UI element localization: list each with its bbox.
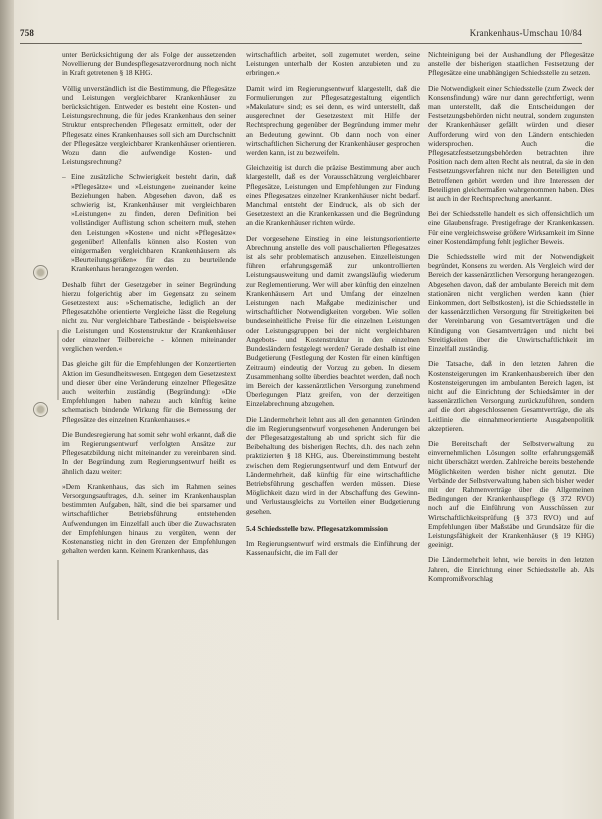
paragraph: Die Ländermehrheit lehnt aus all den genannten Gründen die im Regierungsentwurf vorgesehenen Änderungen bei der Pflegesatzgestaltung ab und spricht sich für die Beibehaltung des bisherigen Rechts, d.h. des nach zehn praktizierten § 18 KHG, aus. Übereinstimmung besteht zwischen dem Regierungsentwurf und dem Entwurf der Ländermehrheit, daß künftig für eine wirtschaftliche Betriebsführung geschaffen werden müssen. Diese Möglichkeit dazu wird in der Abschaffung des Gewinn- und Verlustausgleichs zu Vorteilen einer Budgetierung gesehen. [246, 414, 420, 516]
paragraph: wirtschaftlich arbeitet, soll zugemutet werden, seine Leistungen unterhalb der Kosten anzubieten und zu erbringen.« [246, 50, 420, 78]
paragraph: unter Berücksichtigung der als Folge der aussetzenden Novellierung der Bundespflegesatzverordnung noch nicht in Kraft getretenen § 18 KHG. [62, 50, 236, 78]
paragraph: Die Schiedsstelle wird mit der Notwendigkeit begründet, Konsens zu werden. Als Vergleich wird der Bereich der kassenärztlichen Versorgung herangezogen. Abgesehen davon, daß der ambulante Bereich mit dem stationären nicht verglichen werden kann (hier Einkommen, dort Selbstkosten), ist die Schiedsstelle in der kassenärztlichen Versorgung für Streitigkeiten bei der Vereinbarung von Gesamtverträgen und die Kündigung von Gesamtverträgen und nicht bei Streitigkeiten über die Unwirtschaftlichkeit im Einzelfall zuständig. [428, 252, 594, 354]
section-heading: 5.4 Schiedsstelle bzw. Pflegesatzkommission [246, 523, 388, 533]
bullet-item: – Eine zusätzliche Schwierigkeit besteht darin, daß »Pflegesätze« und »Leistungen« zueinander keine Beziehungen haben. Abgesehen davon, daß es schwierig ist, Krankenhäuser mit vergleichbaren »Leistungen« zu finden, deren Definition bei vollständiger Auflistung schon scheitern muß, stehen den Leistungen »Kosten« und nicht »Pflegesätze« gegenüber! Allenfalls können also Kosten von einigermaßen vergleichbaren Krankenhäusern als »Beurteilungsgrößen« für das zu beurteilende Krankenhaus herangezogen werden. [71, 172, 236, 273]
paragraph: Der vorgesehene Einstieg in eine leistungsorientierte Abrechnung anstelle des voll pauschalierten Pflegesatzes ist als sehr problematisch anzusehen. Einzelleistungen führen erfahrungsgemäß zur unkontrollierten Leistungsausweitung und damit zwangsläufig wiederum zur Reglementierung. Wer will aber künftig den einzelnen Krankenhäusern Art und Umfang der einzelnen Leistungen nach Maßgabe medizinischer und wirtschaftlicher Notwendigkeiten vorgeben. Wie sollen bundeseinheitliche Preise für die einzelnen Leistungen oder Leistungsgruppen bei der nicht vergleichbaren Angebots- und Kostenstruktur in den einzelnen Bundesländern festgelegt werden? Gerade deshalb ist eine Budgetierung (Festlegung der Kosten für einen künftigen Zeitraum) eindeutig der Vorzug zu geben. In diesem Zusammenhang sollte überdies beachtet werden, daß noch im Bereich der kassenärztlichen Versorgung zunehmend Überlegungen Platz greifen, von der derzeitigen Einzelabrechnung abzugehen. [246, 233, 420, 409]
paragraph: Deshalb führt der Gesetzgeber in seiner Begründung hierzu folgerichtig aber im Gegensatz zu seinem Gesetzestext aus: »Schematische, lediglich an der Pflegesatzhöhe orientierte Vergleiche lässt die Regelung nicht zu. Nur vergleichbare Tatbestände - beispielsweise die Leistungen und Kostenstruktur der Krankenhäuser oder einzelner Teilbereiche - können miteinander verglichen werden.« [62, 279, 236, 354]
paragraph: Damit wird im Regierungsentwurf klargestellt, daß die Formulierungen zur Pflegesatzgestaltung eigentlich »Makulatur« sind; es sei denn, es wird unterstellt, daß ausgerechnet der Gesetzestext mit Hilfe der Rechtsprechung gegenüber der Begründung immer mehr an Bedeutung gewinnt. Ob dann noch von einer wirtschaftlichen Sicherung der Krankenhäuser gesprochen werden kann, ist zu bezweifeln. [246, 83, 420, 158]
paragraph: Nichteinigung bei der Aushandlung der Pflegesätze anstelle der bisherigen staatlichen Festsetzung der Pflegesätze eine unabhängigen Schiedsstelle zu setzen. [428, 50, 594, 78]
margin-pencil-line [57, 330, 59, 400]
paragraph: Die Bereitschaft der Selbstverwaltung zu einvernehmlichen Lösungen sollte erfahrungsgemäß nicht überschätzt werden. Zahlreiche bereits bestehende Möglichkeiten werden bisher nicht genutzt. Die Verbände der Selbstverwaltung haben sich bisher weder mit der Rahmenverträge über die Allgemeinen Bedingungen der Krankenhauspflege (§ 372 RVO) noch auf die Einführung von Ausschüssen zur Wirtschaftlichkeitsprüfung (§ 373 RVO) und auf Empfehlungen über Maßstäbe und Grundsätze für die Leistungsfähigkeit der Krankenhäuser (§ 19 KHG) geeinigt. [428, 438, 594, 550]
text-column-3 [428, 50, 594, 810]
paragraph: Die Bundesregierung hat somit sehr wohl erkannt, daß die im Regierungsentwurf verfolgten Ansätze zur Pflegesatzbildung nicht miteinander zu vereinbaren sind. In der Begründung zum Regierungsentwurf heißt es ähnlich dazu weiter: [62, 429, 236, 476]
paragraph: Die Tatsache, daß in den letzten Jahren die Kostensteigerungen im Krankenhausbereich über den Kostensteigerungen im ambulanten Bereich lagen, ist nicht auf die Einrichtung der Schiedsämter in der kassenärztlichen Versorgung zurückzuführen, sondern auf die dort abgeschlossenen Gesamtverträge, die als Leitlinie die einnahmeorientierte Ausgabenpolitik akzeptieren. [428, 359, 594, 433]
margin-stamp-mark [33, 265, 48, 280]
paragraph: Gleichzeitig ist durch die präzise Bestimmung aber auch klargestellt, daß es der Vorausschätzung vergleichbarer Pflegesätze, Leistungen und Empfehlungen zur Findung eines Pflegesatzes einzelner Krankenhäuser nicht bedarf. Manchmal entsteht der Eindruck, als ob sich der Gesetzestext an die Krankenkassen und die Begründung an die Krankenhäuser richten würde. [246, 163, 420, 228]
page-number: 758 [20, 28, 35, 38]
bullet-list [62, 172, 236, 273]
header-rule [20, 43, 582, 44]
margin-pencil-line [57, 560, 59, 620]
margin-stamp-mark [33, 402, 48, 417]
text-column-2 [246, 50, 420, 810]
paragraph: Völlig unverständlich ist die Bestimmung, die Pflegesätze und Leistungen vergleichbarer Krankenhäuser zu berücksichtigen. Entweder es besteht eine Kosten- und Leistungsrechnung, die für jedes Krankenhaus den seiner Struktur entsprechenden Pflegesatz ermittelt, oder der Pflegesatz eines Krankenhauses soll sich am Durchschnitt der Pflegesätze vergleichbarer Krankenhäuser orientieren. Wozu dann die aufwendige Kosten- und Leistungsrechnung? [62, 83, 236, 167]
page-header [20, 28, 582, 42]
paragraph: Die Ländermehrheit lehnt, wie bereits in den letzten Jahren, die Einrichtung einer Schiedsstelle ab. Als Kompromißvorschlag [428, 555, 594, 583]
paragraph: Die Notwendigkeit einer Schiedsstelle (zum Zweck der Konsensfindung) wäre nur dann gerechtfertigt, wenn man unterstellt, daß die Entscheidungen der Festsetzungsbehörden nicht neutral, sondern zugunsten der Krankenhäuser gefällt würden und dieser Aufforderung wird von den Ländern entschieden widersprochen. Auch die Pflegesatzfestsetzungsbehörden betrachten ihre Position nach dem alten Recht als neutral, da sie in den Festsetzungsverfahren nicht nur den Beteiligten und Betroffenen gehört werden und ihre Interessen der Beteiligten gleichermaßen wahrgenommen haben. Dies ist auch in der Rechtsprechung anerkannt. [428, 83, 594, 204]
paragraph: Das gleiche gilt für die Empfehlungen der Konzertierten Aktion im Gesundheitswesen. Entgegen dem Gesetzestext und dieser über eine Veränderung einzelner Pflegesätze auch weiterhin zuständig (Begründung): »Die Empfehlungen haben nahezu auch künftig keine schematisch bindende Wirkung für die Bemessung der Pflegesätze des einzelnen Krankenhauses.« [62, 359, 236, 424]
paragraph: Bei der Schiedsstelle handelt es sich offensichtlich um eine Glaubensfrage. Prestigefrage der Krankenkassen. Für eine vergleichsweise größere Wirksamkeit im Sinne einer Kostendämpfung fehlt jeglicher Beweis. [428, 209, 594, 246]
text-column-1 [62, 50, 236, 810]
paragraph: »Dem Krankenhaus, das sich im Rahmen seines Versorgungsauftrages, d.h. seiner im Krankenhausplan bestimmten Aufgaben, hält, sind die bei sparsamer und wirtschaftlicher Betriebsführung entstehenden Aufwendungen im Einzelfall auch über die Zuwachsraten der Empfehlungen hinaus zu vergüten, wenn der Kostenanstieg nicht in den Grenzen der Empfehlungen gehalten werden kann. Keinem Krankenhaus, das [62, 481, 236, 556]
binding-shadow [0, 0, 14, 819]
running-head: Krankenhaus-Umschau 10/84 [469, 28, 582, 38]
paragraph: Im Regierungsentwurf wird erstmals die Einführung der Kassenaufsicht, die im Fall der [246, 539, 420, 558]
